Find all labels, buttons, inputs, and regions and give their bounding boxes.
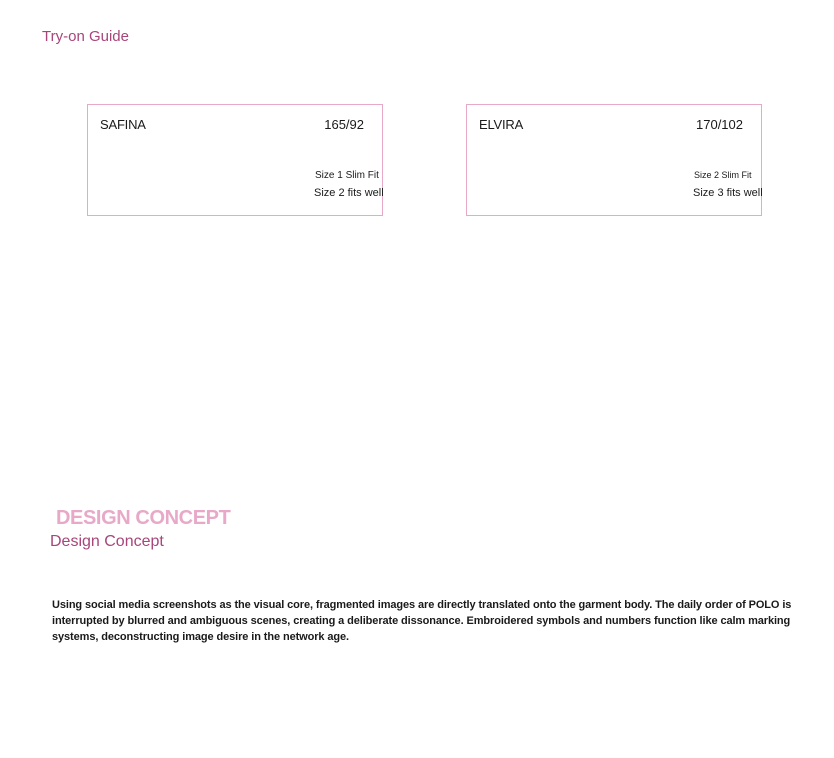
model-measurement: 165/92 (324, 117, 364, 132)
design-concept-body: Using social media screenshots as the visual core, fragmented images are directly translated onto the garment body. The daily order of POLO is interrupted by blurred and ambiguous scenes, creating a deliberate dissonance. Embroidered symbols and numbers function like calm marking systems, deconstructing image desire in the network age. (52, 599, 792, 643)
fit-note-secondary: Size 3 fits well (693, 187, 763, 199)
model-card-elvira (466, 104, 762, 216)
fit-note-primary: Size 1 Slim Fit (315, 170, 379, 181)
model-measurement: 170/102 (696, 117, 743, 132)
design-concept-subheading: Design Concept (50, 533, 164, 550)
try-on-guide-title: Try-on Guide (42, 28, 129, 45)
fit-note-secondary: Size 2 fits well (314, 187, 384, 199)
model-card-safina (87, 104, 383, 216)
model-name: SAFINA (100, 117, 146, 132)
fit-note-primary: Size 2 Slim Fit (694, 170, 752, 180)
design-concept-heading: DESIGN CONCEPT (56, 507, 231, 529)
model-name: ELVIRA (479, 117, 524, 132)
